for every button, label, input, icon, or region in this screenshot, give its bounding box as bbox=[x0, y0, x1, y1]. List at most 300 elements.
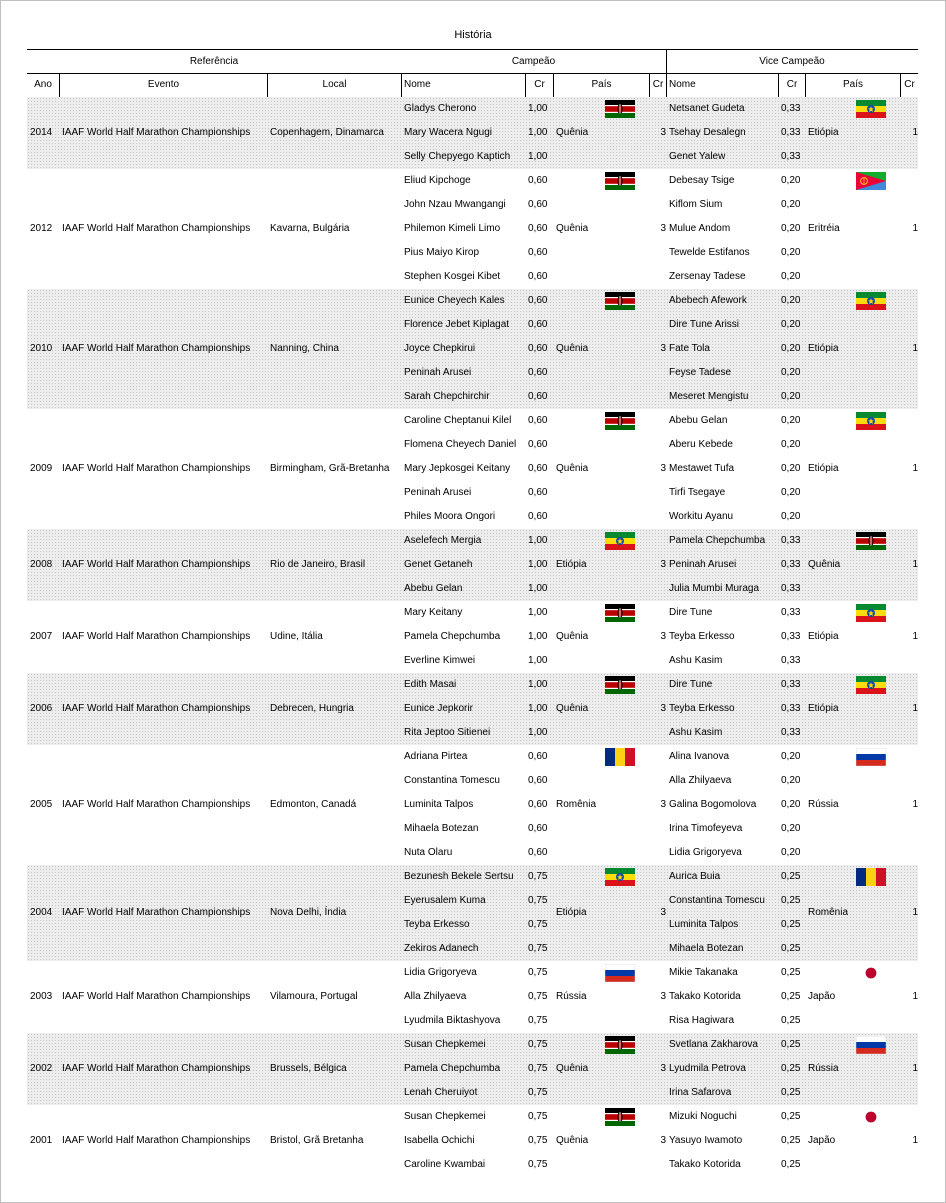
event-year: 2007 bbox=[30, 631, 53, 642]
champion-name: Abebu Gelan bbox=[404, 583, 463, 594]
vice-cr: 0,25 bbox=[781, 1159, 801, 1170]
champion-name: Eunice Jepkorir bbox=[404, 703, 473, 714]
event-block bbox=[27, 97, 918, 169]
vice-name: Peninah Arusei bbox=[669, 559, 737, 570]
vice-cr: 0,25 bbox=[781, 1111, 801, 1122]
russia-flag bbox=[856, 748, 886, 766]
group-header-referencia: Referência bbox=[189, 56, 239, 67]
vice-country-cr: 1 bbox=[912, 463, 918, 474]
vice-country: Etiópia bbox=[808, 127, 839, 138]
champion-name: Lenah Cheruiyot bbox=[404, 1087, 478, 1098]
vice-country-cr: 1 bbox=[912, 991, 918, 1002]
champion-name: Pamela Chepchumba bbox=[404, 631, 501, 642]
vice-name: Alla Zhilyaeva bbox=[669, 775, 732, 786]
vice-country-cr: 1 bbox=[912, 799, 918, 810]
vice-name: Tewelde Estifanos bbox=[669, 247, 750, 258]
vice-cr: 0,25 bbox=[781, 895, 801, 906]
vice-name: Lidia Grigoryeva bbox=[669, 847, 742, 858]
vice-country: Etiópia bbox=[808, 703, 839, 714]
champion-name: Philes Moora Ongori bbox=[404, 511, 496, 522]
champion-name: Susan Chepkemei bbox=[404, 1039, 486, 1050]
ethiopia-flag bbox=[856, 412, 886, 430]
event-location: Bristol, Grã Bretanha bbox=[270, 1135, 364, 1146]
vice-name: Debesay Tsige bbox=[669, 175, 735, 186]
vice-name: Ashu Kasim bbox=[669, 655, 723, 666]
event-block bbox=[27, 409, 918, 529]
champion-cr: 0,60 bbox=[528, 751, 548, 762]
vice-cr: 0,20 bbox=[781, 199, 801, 210]
vice-cr: 0,25 bbox=[781, 1063, 801, 1074]
champion-name: Lyudmila Biktashyova bbox=[404, 1015, 501, 1026]
champion-cr: 1,00 bbox=[528, 535, 548, 546]
event-year: 2004 bbox=[30, 907, 53, 918]
champion-country: Quênia bbox=[556, 1135, 589, 1146]
col-header-pais: País bbox=[553, 73, 649, 97]
vice-cr: 0,20 bbox=[781, 223, 801, 234]
event-name: IAAF World Half Marathon Championships bbox=[62, 991, 251, 1002]
champion-country-cr: 3 bbox=[660, 799, 666, 810]
vice-cr: 0,20 bbox=[781, 487, 801, 498]
vice-name: Yasuyo Iwamoto bbox=[669, 1135, 743, 1146]
champion-country-cr: 3 bbox=[660, 223, 666, 234]
col-header-cr: Cr bbox=[525, 73, 553, 97]
champion-country-cr: 3 bbox=[660, 703, 666, 714]
kenya-flag bbox=[856, 532, 886, 550]
vice-cr: 0,33 bbox=[781, 127, 801, 138]
ethiopia-flag bbox=[856, 292, 886, 310]
vice-name: Alina Ivanova bbox=[669, 751, 730, 762]
champion-country: Quênia bbox=[556, 223, 589, 234]
japan-flag bbox=[856, 964, 886, 982]
champion-cr: 0,75 bbox=[528, 1087, 548, 1098]
champion-name: Rita Jeptoo Sitienei bbox=[404, 727, 491, 738]
event-name: IAAF World Half Marathon Championships bbox=[62, 127, 251, 138]
vice-name: Irina Safarova bbox=[669, 1087, 732, 1098]
vice-cr: 0,20 bbox=[781, 799, 801, 810]
champion-cr: 0,60 bbox=[528, 319, 548, 330]
champion-name: Teyba Erkesso bbox=[404, 919, 470, 930]
vice-cr: 0,25 bbox=[781, 1135, 801, 1146]
champion-cr: 0,60 bbox=[528, 511, 548, 522]
champion-name: Eliud Kipchoge bbox=[404, 175, 471, 186]
vice-name: Kiflom Sium bbox=[669, 199, 723, 210]
champion-name: Pamela Chepchumba bbox=[404, 1063, 501, 1074]
vice-name: Irina Timofeyeva bbox=[669, 823, 743, 834]
col-header-cr2: Cr bbox=[649, 73, 666, 97]
champion-name: Florence Jebet Kiplagat bbox=[404, 319, 510, 330]
vice-name: Svetlana Zakharova bbox=[669, 1039, 758, 1050]
page-title: História bbox=[454, 29, 492, 41]
champion-name: Caroline Cheptanui Kilel bbox=[404, 415, 512, 426]
champion-name: Flomena Cheyech Daniel bbox=[404, 439, 517, 450]
vice-country-cr: 1 bbox=[912, 127, 918, 138]
vice-cr: 0,33 bbox=[781, 607, 801, 618]
vice-name: Dire Tune bbox=[669, 607, 713, 618]
vice-cr: 0,20 bbox=[781, 775, 801, 786]
kenya-flag bbox=[605, 412, 635, 430]
champion-name: Peninah Arusei bbox=[404, 367, 472, 378]
vice-cr: 0,20 bbox=[781, 343, 801, 354]
vice-country: Romênia bbox=[808, 907, 849, 918]
event-name: IAAF World Half Marathon Championships bbox=[62, 223, 251, 234]
champion-cr: 0,60 bbox=[528, 175, 548, 186]
vice-name: Luminita Talpos bbox=[669, 919, 739, 930]
champion-name: Mary Jepkosgei Keitany bbox=[404, 463, 511, 474]
champion-country-cr: 3 bbox=[660, 1063, 666, 1074]
vice-country-cr: 1 bbox=[912, 631, 918, 642]
champion-cr: 0,60 bbox=[528, 439, 548, 450]
event-location: Nova Delhi, Índia bbox=[270, 907, 347, 918]
ethiopia-flag bbox=[605, 532, 635, 550]
event-name: IAAF World Half Marathon Championships bbox=[62, 907, 251, 918]
vice-country: Rússia bbox=[808, 799, 839, 810]
event-year: 2002 bbox=[30, 1063, 53, 1074]
vice-country-cr: 1 bbox=[912, 223, 918, 234]
event-block bbox=[27, 1033, 918, 1105]
champion-name: Everline Kimwei bbox=[404, 655, 476, 666]
champion-cr: 0,75 bbox=[528, 991, 548, 1002]
event-location: Rio de Janeiro, Brasil bbox=[270, 559, 366, 570]
champion-name: Luminita Talpos bbox=[404, 799, 474, 810]
event-location: Brussels, Bélgica bbox=[270, 1063, 347, 1074]
vice-country: Rússia bbox=[808, 1063, 839, 1074]
vice-name: Lyudmila Petrova bbox=[669, 1063, 746, 1074]
vice-cr: 0,25 bbox=[781, 1087, 801, 1098]
event-year: 2006 bbox=[30, 703, 53, 714]
event-name: IAAF World Half Marathon Championships bbox=[62, 703, 251, 714]
event-location: Udine, Itália bbox=[270, 631, 323, 642]
group-divider bbox=[666, 49, 667, 73]
vice-name: Takako Kotorida bbox=[669, 991, 741, 1002]
vice-name: Galina Bogomolova bbox=[669, 799, 757, 810]
champion-cr: 0,75 bbox=[528, 871, 548, 882]
event-block bbox=[27, 961, 918, 1033]
group-header-row bbox=[27, 49, 918, 74]
champion-cr: 1,00 bbox=[528, 127, 548, 138]
event-block bbox=[27, 865, 918, 961]
champion-cr: 0,60 bbox=[528, 775, 548, 786]
champion-name: Stephen Kosgei Kibet bbox=[404, 271, 501, 282]
champion-name: Mihaela Botezan bbox=[404, 823, 479, 834]
kenya-flag bbox=[605, 604, 635, 622]
champion-cr: 1,00 bbox=[528, 727, 548, 738]
ethiopia-flag bbox=[605, 868, 635, 886]
vice-name: Meseret Mengistu bbox=[669, 391, 749, 402]
ethiopia-flag bbox=[856, 676, 886, 694]
event-location: Nanning, China bbox=[270, 343, 339, 354]
champion-name: Peninah Arusei bbox=[404, 487, 472, 498]
vice-cr: 0,20 bbox=[781, 751, 801, 762]
russia-flag bbox=[856, 1036, 886, 1054]
vice-cr: 0,25 bbox=[781, 1039, 801, 1050]
champion-cr: 1,00 bbox=[528, 655, 548, 666]
vice-cr: 0,33 bbox=[781, 535, 801, 546]
vice-name: Teyba Erkesso bbox=[669, 703, 735, 714]
champion-name: Zekiros Adanech bbox=[404, 943, 479, 954]
event-name: IAAF World Half Marathon Championships bbox=[62, 1135, 251, 1146]
vice-name: Tsehay Desalegn bbox=[669, 127, 746, 138]
vice-name: Mihaela Botezan bbox=[669, 943, 744, 954]
champion-country-cr: 3 bbox=[660, 463, 666, 474]
event-year: 2012 bbox=[30, 223, 53, 234]
event-year: 2008 bbox=[30, 559, 53, 570]
champion-cr: 1,00 bbox=[528, 559, 548, 570]
kenya-flag bbox=[605, 1036, 635, 1054]
vice-name: Tirfi Tsegaye bbox=[669, 487, 726, 498]
vice-name: Teyba Erkesso bbox=[669, 631, 735, 642]
vice-country: Eritréia bbox=[808, 223, 840, 234]
champion-name: Aselefech Mergia bbox=[404, 535, 482, 546]
vice-country: Etiópia bbox=[808, 343, 839, 354]
event-name: IAAF World Half Marathon Championships bbox=[62, 631, 251, 642]
vice-cr: 0,20 bbox=[781, 415, 801, 426]
vice-name: Fate Tola bbox=[669, 343, 710, 354]
col-header-nome: Nome bbox=[401, 73, 525, 97]
vice-country-cr: 1 bbox=[912, 703, 918, 714]
event-block bbox=[27, 1105, 918, 1177]
champion-name: Mary Wacera Ngugi bbox=[404, 127, 492, 138]
vice-name: Constantina Tomescu bbox=[669, 895, 765, 906]
champion-name: Joyce Chepkirui bbox=[404, 343, 476, 354]
champion-name: Eunice Cheyech Kales bbox=[404, 295, 505, 306]
champion-cr: 0,60 bbox=[528, 223, 548, 234]
vice-name: Mulue Andom bbox=[669, 223, 731, 234]
champion-country: Rússia bbox=[556, 991, 587, 1002]
champion-name: Edith Masai bbox=[404, 679, 457, 690]
russia-flag bbox=[605, 964, 635, 982]
vice-country: Japão bbox=[808, 991, 836, 1002]
event-location: Copenhagem, Dinamarca bbox=[270, 127, 384, 138]
event-name: IAAF World Half Marathon Championships bbox=[62, 343, 251, 354]
event-year: 2001 bbox=[30, 1135, 53, 1146]
champion-cr: 0,60 bbox=[528, 271, 548, 282]
kenya-flag bbox=[605, 292, 635, 310]
vice-country: Japão bbox=[808, 1135, 836, 1146]
vice-cr: 0,33 bbox=[781, 559, 801, 570]
vice-country: Etiópia bbox=[808, 463, 839, 474]
champion-name: Gladys Cherono bbox=[404, 103, 477, 114]
champion-cr: 1,00 bbox=[528, 151, 548, 162]
vice-name: Aberu Kebede bbox=[669, 439, 733, 450]
champion-name: Caroline Kwambai bbox=[404, 1159, 486, 1170]
champion-country: Quênia bbox=[556, 127, 589, 138]
champion-name: Pius Maiyo Kirop bbox=[404, 247, 480, 258]
vice-country: Quênia bbox=[808, 559, 841, 570]
vice-cr: 0,20 bbox=[781, 295, 801, 306]
champion-cr: 1,00 bbox=[528, 103, 548, 114]
champion-cr: 0,75 bbox=[528, 1015, 548, 1026]
event-location: Edmonton, Canadá bbox=[270, 799, 357, 810]
champion-country-cr: 3 bbox=[660, 907, 666, 918]
vice-name: Dire Tune bbox=[669, 679, 713, 690]
event-block bbox=[27, 673, 918, 745]
col-header-local: Local bbox=[267, 73, 401, 97]
vice-cr: 0,20 bbox=[781, 847, 801, 858]
champion-country-cr: 3 bbox=[660, 1135, 666, 1146]
vice-cr: 0,20 bbox=[781, 271, 801, 282]
champion-cr: 0,60 bbox=[528, 343, 548, 354]
champion-cr: 0,75 bbox=[528, 1135, 548, 1146]
vice-cr: 0,25 bbox=[781, 991, 801, 1002]
champion-name: Genet Getaneh bbox=[404, 559, 473, 570]
col-header-cr-vice: Cr bbox=[778, 73, 805, 97]
champion-name: Selly Chepyego Kaptich bbox=[404, 151, 511, 162]
champion-cr: 0,60 bbox=[528, 367, 548, 378]
vice-cr: 0,20 bbox=[781, 175, 801, 186]
champion-cr: 0,60 bbox=[528, 799, 548, 810]
vice-country-cr: 1 bbox=[912, 559, 918, 570]
champion-cr: 0,75 bbox=[528, 967, 548, 978]
vice-cr: 0,20 bbox=[781, 367, 801, 378]
vice-name: Abebu Gelan bbox=[669, 415, 728, 426]
champion-name: Mary Keitany bbox=[404, 607, 463, 618]
champion-name: Nuta Olaru bbox=[404, 847, 453, 858]
champion-name: Lidia Grigoryeva bbox=[404, 967, 477, 978]
event-block bbox=[27, 289, 918, 409]
vice-cr: 0,33 bbox=[781, 103, 801, 114]
col-header-evento: Evento bbox=[59, 73, 267, 97]
group-header-vice: Vice Campeão bbox=[759, 56, 825, 67]
vice-cr: 0,20 bbox=[781, 247, 801, 258]
vice-cr: 0,33 bbox=[781, 151, 801, 162]
champion-name: Isabella Ochichi bbox=[404, 1135, 475, 1146]
vice-cr: 0,33 bbox=[781, 583, 801, 594]
vice-cr: 0,33 bbox=[781, 679, 801, 690]
vice-name: Pamela Chepchumba bbox=[669, 535, 766, 546]
champion-cr: 0,75 bbox=[528, 919, 548, 930]
event-location: Kavarna, Bulgária bbox=[270, 223, 350, 234]
event-location: Birmingham, Grã-Bretanha bbox=[270, 463, 390, 474]
champion-cr: 1,00 bbox=[528, 679, 548, 690]
vice-cr: 0,25 bbox=[781, 871, 801, 882]
champion-cr: 1,00 bbox=[528, 703, 548, 714]
champion-country-cr: 3 bbox=[660, 991, 666, 1002]
champion-country: Quênia bbox=[556, 343, 589, 354]
group-header-campeao: Campeão bbox=[511, 56, 556, 67]
vice-name: Zersenay Tadese bbox=[669, 271, 746, 282]
ethiopia-flag bbox=[856, 100, 886, 118]
vice-cr: 0,20 bbox=[781, 319, 801, 330]
vice-cr: 0,20 bbox=[781, 439, 801, 450]
champion-country-cr: 3 bbox=[660, 127, 666, 138]
champion-cr: 0,75 bbox=[528, 1063, 548, 1074]
vice-cr: 0,33 bbox=[781, 655, 801, 666]
champion-cr: 0,75 bbox=[528, 943, 548, 954]
vice-cr: 0,25 bbox=[781, 919, 801, 930]
eritrea-flag bbox=[856, 172, 886, 190]
vice-cr: 0,33 bbox=[781, 703, 801, 714]
vice-cr: 0,33 bbox=[781, 727, 801, 738]
ethiopia-flag bbox=[856, 604, 886, 622]
event-name: IAAF World Half Marathon Championships bbox=[62, 463, 251, 474]
champion-cr: 0,60 bbox=[528, 199, 548, 210]
event-block bbox=[27, 169, 918, 289]
vice-cr: 0,25 bbox=[781, 943, 801, 954]
vice-cr: 0,25 bbox=[781, 967, 801, 978]
vice-country-cr: 1 bbox=[912, 907, 918, 918]
champion-name: Susan Chepkemei bbox=[404, 1111, 486, 1122]
event-name: IAAF World Half Marathon Championships bbox=[62, 1063, 251, 1074]
vice-country-cr: 1 bbox=[912, 1135, 918, 1146]
champion-country: Quênia bbox=[556, 1063, 589, 1074]
event-year: 2014 bbox=[30, 127, 53, 138]
champion-cr: 0,60 bbox=[528, 295, 548, 306]
champion-cr: 0,60 bbox=[528, 847, 548, 858]
romania-flag bbox=[856, 868, 886, 886]
col-header-cr2-vice: Cr bbox=[900, 73, 918, 97]
vice-name: Julia Mumbi Muraga bbox=[669, 583, 760, 594]
event-block bbox=[27, 529, 918, 601]
vice-name: Genet Yalew bbox=[669, 151, 726, 162]
vice-name: Mikie Takanaka bbox=[669, 967, 738, 978]
champion-cr: 0,60 bbox=[528, 247, 548, 258]
champion-country-cr: 3 bbox=[660, 559, 666, 570]
champion-cr: 0,75 bbox=[528, 1039, 548, 1050]
champion-country: Quênia bbox=[556, 463, 589, 474]
vice-country-cr: 1 bbox=[912, 1063, 918, 1074]
vice-name: Risa Hagiwara bbox=[669, 1015, 735, 1026]
vice-cr: 0,20 bbox=[781, 823, 801, 834]
champion-name: Alla Zhilyaeva bbox=[404, 991, 467, 1002]
vice-name: Ashu Kasim bbox=[669, 727, 723, 738]
vice-name: Netsanet Gudeta bbox=[669, 103, 745, 114]
vice-country: Etiópia bbox=[808, 631, 839, 642]
vice-cr: 0,33 bbox=[781, 631, 801, 642]
champion-cr: 0,75 bbox=[528, 1111, 548, 1122]
champion-country-cr: 3 bbox=[660, 631, 666, 642]
champion-cr: 1,00 bbox=[528, 583, 548, 594]
vice-name: Aurica Buia bbox=[669, 871, 721, 882]
vice-cr: 0,20 bbox=[781, 463, 801, 474]
event-location: Vilamoura, Portugal bbox=[270, 991, 358, 1002]
champion-cr: 0,60 bbox=[528, 487, 548, 498]
vice-name: Workitu Ayanu bbox=[669, 511, 734, 522]
vice-cr: 0,20 bbox=[781, 511, 801, 522]
vice-name: Dire Tune Arissi bbox=[669, 319, 740, 330]
champion-name: John Nzau Mwangangi bbox=[404, 199, 506, 210]
event-block bbox=[27, 745, 918, 865]
champion-name: Sarah Chepchirchir bbox=[404, 391, 490, 402]
champion-name: Constantina Tomescu bbox=[404, 775, 500, 786]
event-location: Debrecen, Hungria bbox=[270, 703, 354, 714]
champion-cr: 0,60 bbox=[528, 415, 548, 426]
vice-cr: 0,25 bbox=[781, 1015, 801, 1026]
event-year: 2003 bbox=[30, 991, 53, 1002]
vice-name: Abebech Afework bbox=[669, 295, 747, 306]
champion-name: Eyerusalem Kuma bbox=[404, 895, 486, 906]
champion-name: Philemon Kimeli Limo bbox=[404, 223, 501, 234]
col-header-pais-vice: País bbox=[805, 73, 900, 97]
champion-cr: 1,00 bbox=[528, 607, 548, 618]
event-name: IAAF World Half Marathon Championships bbox=[62, 559, 251, 570]
vice-country-cr: 1 bbox=[912, 343, 918, 354]
column-header-row bbox=[27, 73, 918, 98]
kenya-flag bbox=[605, 676, 635, 694]
champion-cr: 0,60 bbox=[528, 823, 548, 834]
vice-name: Feyse Tadese bbox=[669, 367, 732, 378]
col-header-nome-vice: Nome bbox=[666, 73, 778, 97]
vice-name: Mestawet Tufa bbox=[669, 463, 735, 474]
japan-flag bbox=[856, 1108, 886, 1126]
champion-name: Bezunesh Bekele Sertsu bbox=[404, 871, 514, 882]
event-year: 2009 bbox=[30, 463, 53, 474]
champion-country: Romênia bbox=[556, 799, 597, 810]
champion-country: Etiópia bbox=[556, 907, 587, 918]
event-block bbox=[27, 601, 918, 673]
kenya-flag bbox=[605, 1108, 635, 1126]
champion-country: Quênia bbox=[556, 703, 589, 714]
romania-flag bbox=[605, 748, 635, 766]
